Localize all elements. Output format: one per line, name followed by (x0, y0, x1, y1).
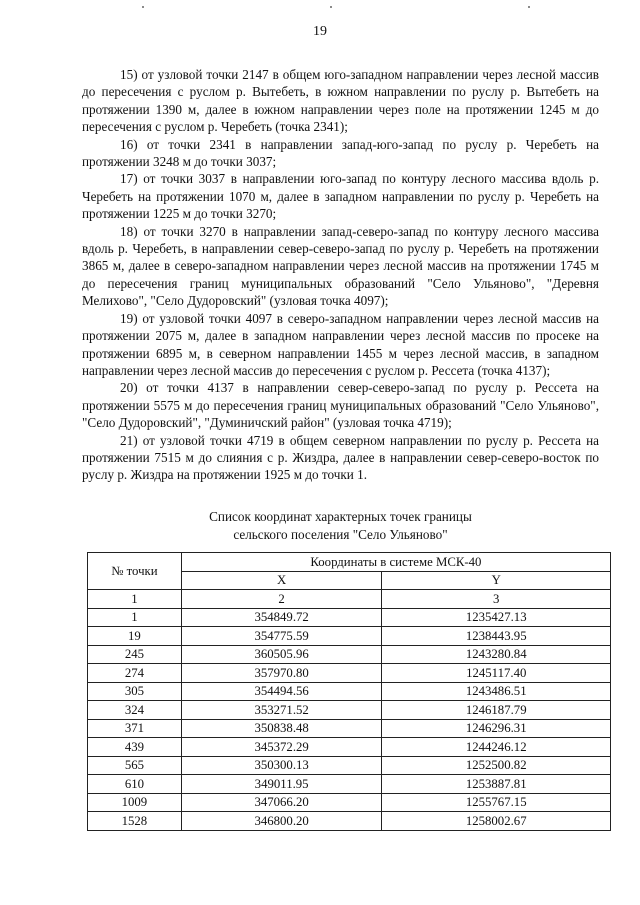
coord-y: 1243486.51 (382, 682, 611, 701)
point-number: 565 (88, 756, 182, 775)
table-row (88, 627, 611, 646)
column-index: 1 (88, 590, 182, 609)
table-caption (82, 508, 599, 544)
boundary-description (82, 66, 599, 484)
column-index: 2 (181, 590, 382, 609)
table-row (88, 775, 611, 794)
table-row (88, 738, 611, 757)
paragraph-17: 17) от точки 3037 в направлении юго-запад по контуру лесного массива вдоль р. Черебеть на протяжении 1070 м, далее в западном направлении по руслу р. Черебеть на протяжении 1225 м до точки 3270; (82, 171, 599, 222)
page-number: 19 (313, 24, 327, 39)
table-row (88, 645, 611, 664)
coord-y: 1245117.40 (382, 664, 611, 683)
table-row (88, 793, 611, 812)
scan-speck (528, 6, 530, 8)
coord-x: 360505.96 (181, 645, 382, 664)
coord-y: 1246187.79 (382, 701, 611, 720)
point-number: 19 (88, 627, 182, 646)
paragraph-18: 18) от точки 3270 в направлении запад-северо-запад по контуру лесного массива вдоль р. Черебеть, в направлении север-северо-запад по руслу р. Черебеть на протяжении 3865 м, далее в северо-западном направлении через лесной массив на протяжении 1745 м до пересечения границ муниципальных образований "Село Ульяново", "Деревня Мелихово", "Село Дудоровский" (узловая точка 4097); (82, 223, 599, 309)
coord-x: 354849.72 (181, 608, 382, 627)
coord-y: 1243280.84 (382, 645, 611, 664)
coord-y: 1238443.95 (382, 627, 611, 646)
column-index-row (88, 590, 611, 609)
point-number: 610 (88, 775, 182, 794)
caption-line-2: сельского поселения "Село Ульяново" (233, 527, 448, 542)
table-row (88, 664, 611, 683)
coord-y: 1244246.12 (382, 738, 611, 757)
coord-x: 345372.29 (181, 738, 382, 757)
point-number: 305 (88, 682, 182, 701)
table-row (88, 756, 611, 775)
scan-speck (330, 6, 332, 8)
caption-line-1: Список координат характерных точек границы (209, 509, 472, 524)
point-number: 245 (88, 645, 182, 664)
paragraph-20: 20) от точки 4137 в направлении север-северо-запад по руслу р. Рессета на протяжении 5575 м до пересечения границ муниципальных образований "Село Ульяново", "Село Дудоровский", "Думиничский район" (узловая точка 4719); (82, 380, 599, 431)
coord-x: 354775.59 (181, 627, 382, 646)
paragraph-19: 19) от узловой точки 4097 в северо-западном направлении через лесной массив на протяжении 2075 м, далее в западном направлении через лесной массив по просеке на протяжении 6895 м, в северном направлении 1455 м через лесной массив, в западном направлении через лесной массив до пересечения с руслом р. Рессета (точка 4137); (82, 310, 599, 378)
coord-x: 346800.20 (181, 812, 382, 831)
point-number: 274 (88, 664, 182, 683)
table-row (88, 682, 611, 701)
table-row (88, 701, 611, 720)
coord-x: 357970.80 (181, 664, 382, 683)
coord-y: 1255767.15 (382, 793, 611, 812)
header-x: X (181, 571, 382, 590)
header-point-number: № точки (88, 553, 182, 590)
table-row (88, 812, 611, 831)
coord-y: 1235427.13 (382, 608, 611, 627)
header-coordinate-system: Координаты в системе МСК-40 (181, 553, 610, 572)
coord-y: 1253887.81 (382, 775, 611, 794)
table-row (88, 719, 611, 738)
coord-x: 350838.48 (181, 719, 382, 738)
point-number: 1528 (88, 812, 182, 831)
coord-y: 1246296.31 (382, 719, 611, 738)
coord-x: 353271.52 (181, 701, 382, 720)
header-y: Y (382, 571, 611, 590)
paragraph-15: 15) от узловой точки 2147 в общем юго-западном направлении через лесной массив до пересечения с руслом р. Вытебеть, в южном направлении по руслу р. Вытебеть на протяжении 1390 м, далее в южном направлении через поле на протяжении 1245 м до пересечения с руслом р. Черебеть (точка 2341); (82, 67, 599, 135)
scan-speck (142, 6, 144, 8)
coord-y: 1252500.82 (382, 756, 611, 775)
point-number: 1 (88, 608, 182, 627)
coord-x: 349011.95 (181, 775, 382, 794)
point-number: 439 (88, 738, 182, 757)
coord-x: 350300.13 (181, 756, 382, 775)
coordinates-table (87, 552, 611, 831)
coord-x: 354494.56 (181, 682, 382, 701)
table-row (88, 608, 611, 627)
column-index: 3 (382, 590, 611, 609)
point-number: 1009 (88, 793, 182, 812)
coord-y: 1258002.67 (382, 812, 611, 831)
coord-x: 347066.20 (181, 793, 382, 812)
point-number: 324 (88, 701, 182, 720)
paragraph-21: 21) от узловой точки 4719 в общем северном направлении по руслу р. Рессета на протяжении 7515 м до слияния с р. Жиздра, далее в направлении север-северо-восток по руслу р. Жиздра на протяжении 1925 м до точки 1. (82, 432, 599, 483)
paragraph-16: 16) от точки 2341 в направлении запад-юго-запад по руслу р. Черебеть на протяжении 3248 м до точки 3037; (82, 136, 599, 170)
point-number: 371 (88, 719, 182, 738)
